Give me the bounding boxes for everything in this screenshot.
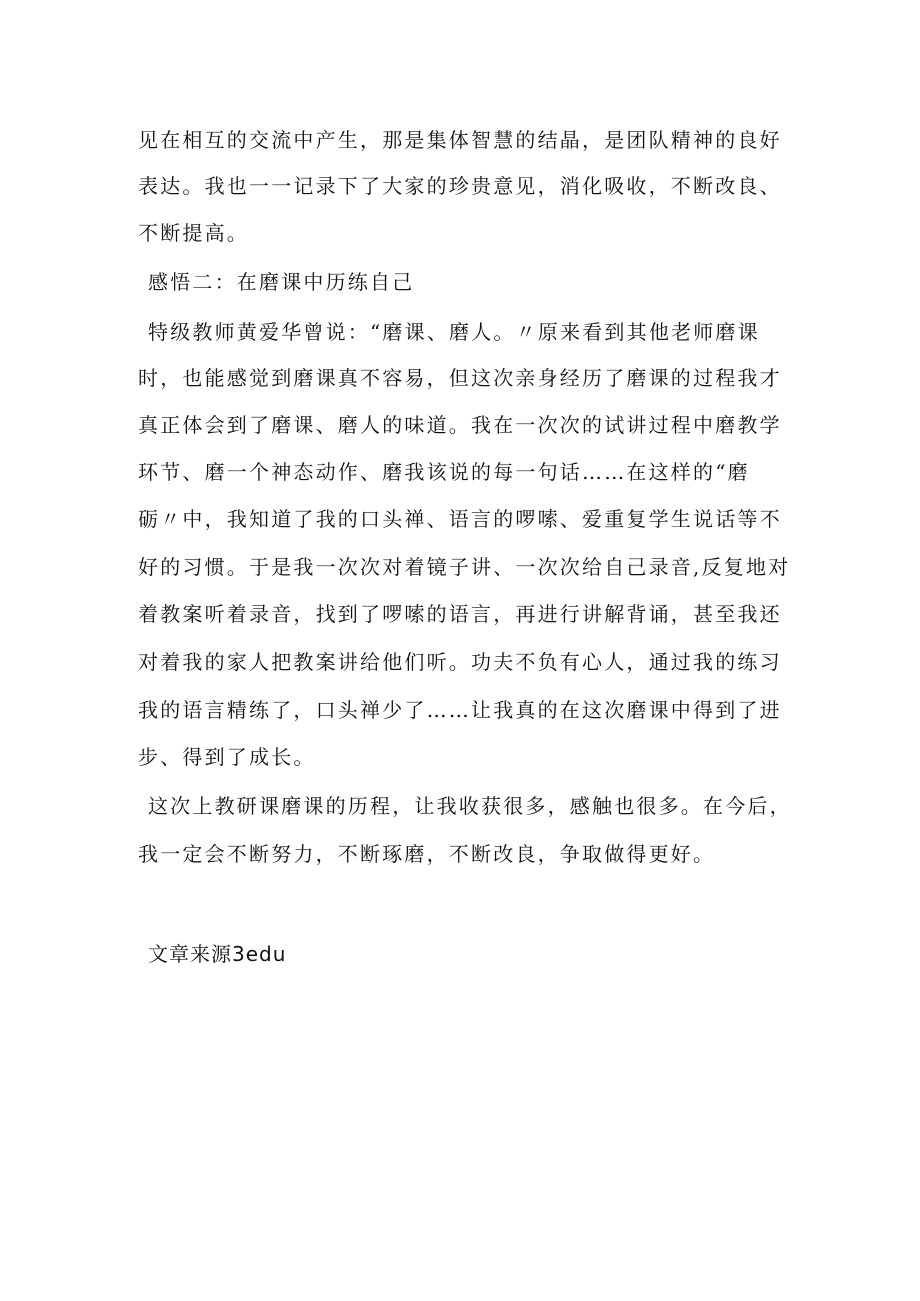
paragraph-line: 我一定会不断努力，不断琢磨，不断改良，争取做得更好。 xyxy=(138,842,716,866)
paragraph-line: 见在相互的交流中产生，那是集体智慧的结晶，是团队精神的良好 xyxy=(138,128,782,152)
paragraph-line: 环节、磨一个神态动作、磨我该说的每一句话……在这样的“磨 xyxy=(138,460,750,484)
paragraph-line: 时，也能感觉到磨课真不容易，但这次亲身经历了磨课的过程我才 xyxy=(138,366,782,390)
paragraph-line: 对着我的家人把教案讲给他们听。功夫不负有心人，通过我的练习 xyxy=(138,650,782,674)
paragraph-line: 砺〃中，我知道了我的口头禅、语言的啰嗦、爱重复学生说话等不 xyxy=(138,507,782,531)
paragraph-line: 我的语言精练了，口头禅少了……让我真的在这次磨课中得到了进 xyxy=(138,698,782,722)
paragraph-line: 着教案听着录音，找到了啰嗦的语言，再进行讲解背诵，甚至我还 xyxy=(138,602,782,626)
section-heading: 感悟二：在磨课中历练自己 xyxy=(148,270,415,294)
paragraph-line: 步、得到了成长。 xyxy=(138,745,316,769)
paragraph-line: 这次上教研课磨课的历程，让我收获很多，感触也很多。在今后， xyxy=(148,794,792,818)
paragraph-line: 表达。我也一一记录下了大家的珍贵意见，消化吸收，不断改良、 xyxy=(138,174,782,198)
paragraph-line: 不断提高。 xyxy=(138,221,249,245)
paragraph-line: 好的习惯。于是我一次次对着镜子讲、一次次给自己录音,反复地对 xyxy=(138,555,791,579)
article-source: 文章来源3edu xyxy=(148,942,287,966)
paragraph-line: 真正体会到了磨课、磨人的味道。我在一次次的试讲过程中磨教学 xyxy=(138,413,782,437)
paragraph-line: 特级教师黄爱华曾说：“磨课、磨人。〃原来看到其他老师磨课 xyxy=(148,320,760,344)
